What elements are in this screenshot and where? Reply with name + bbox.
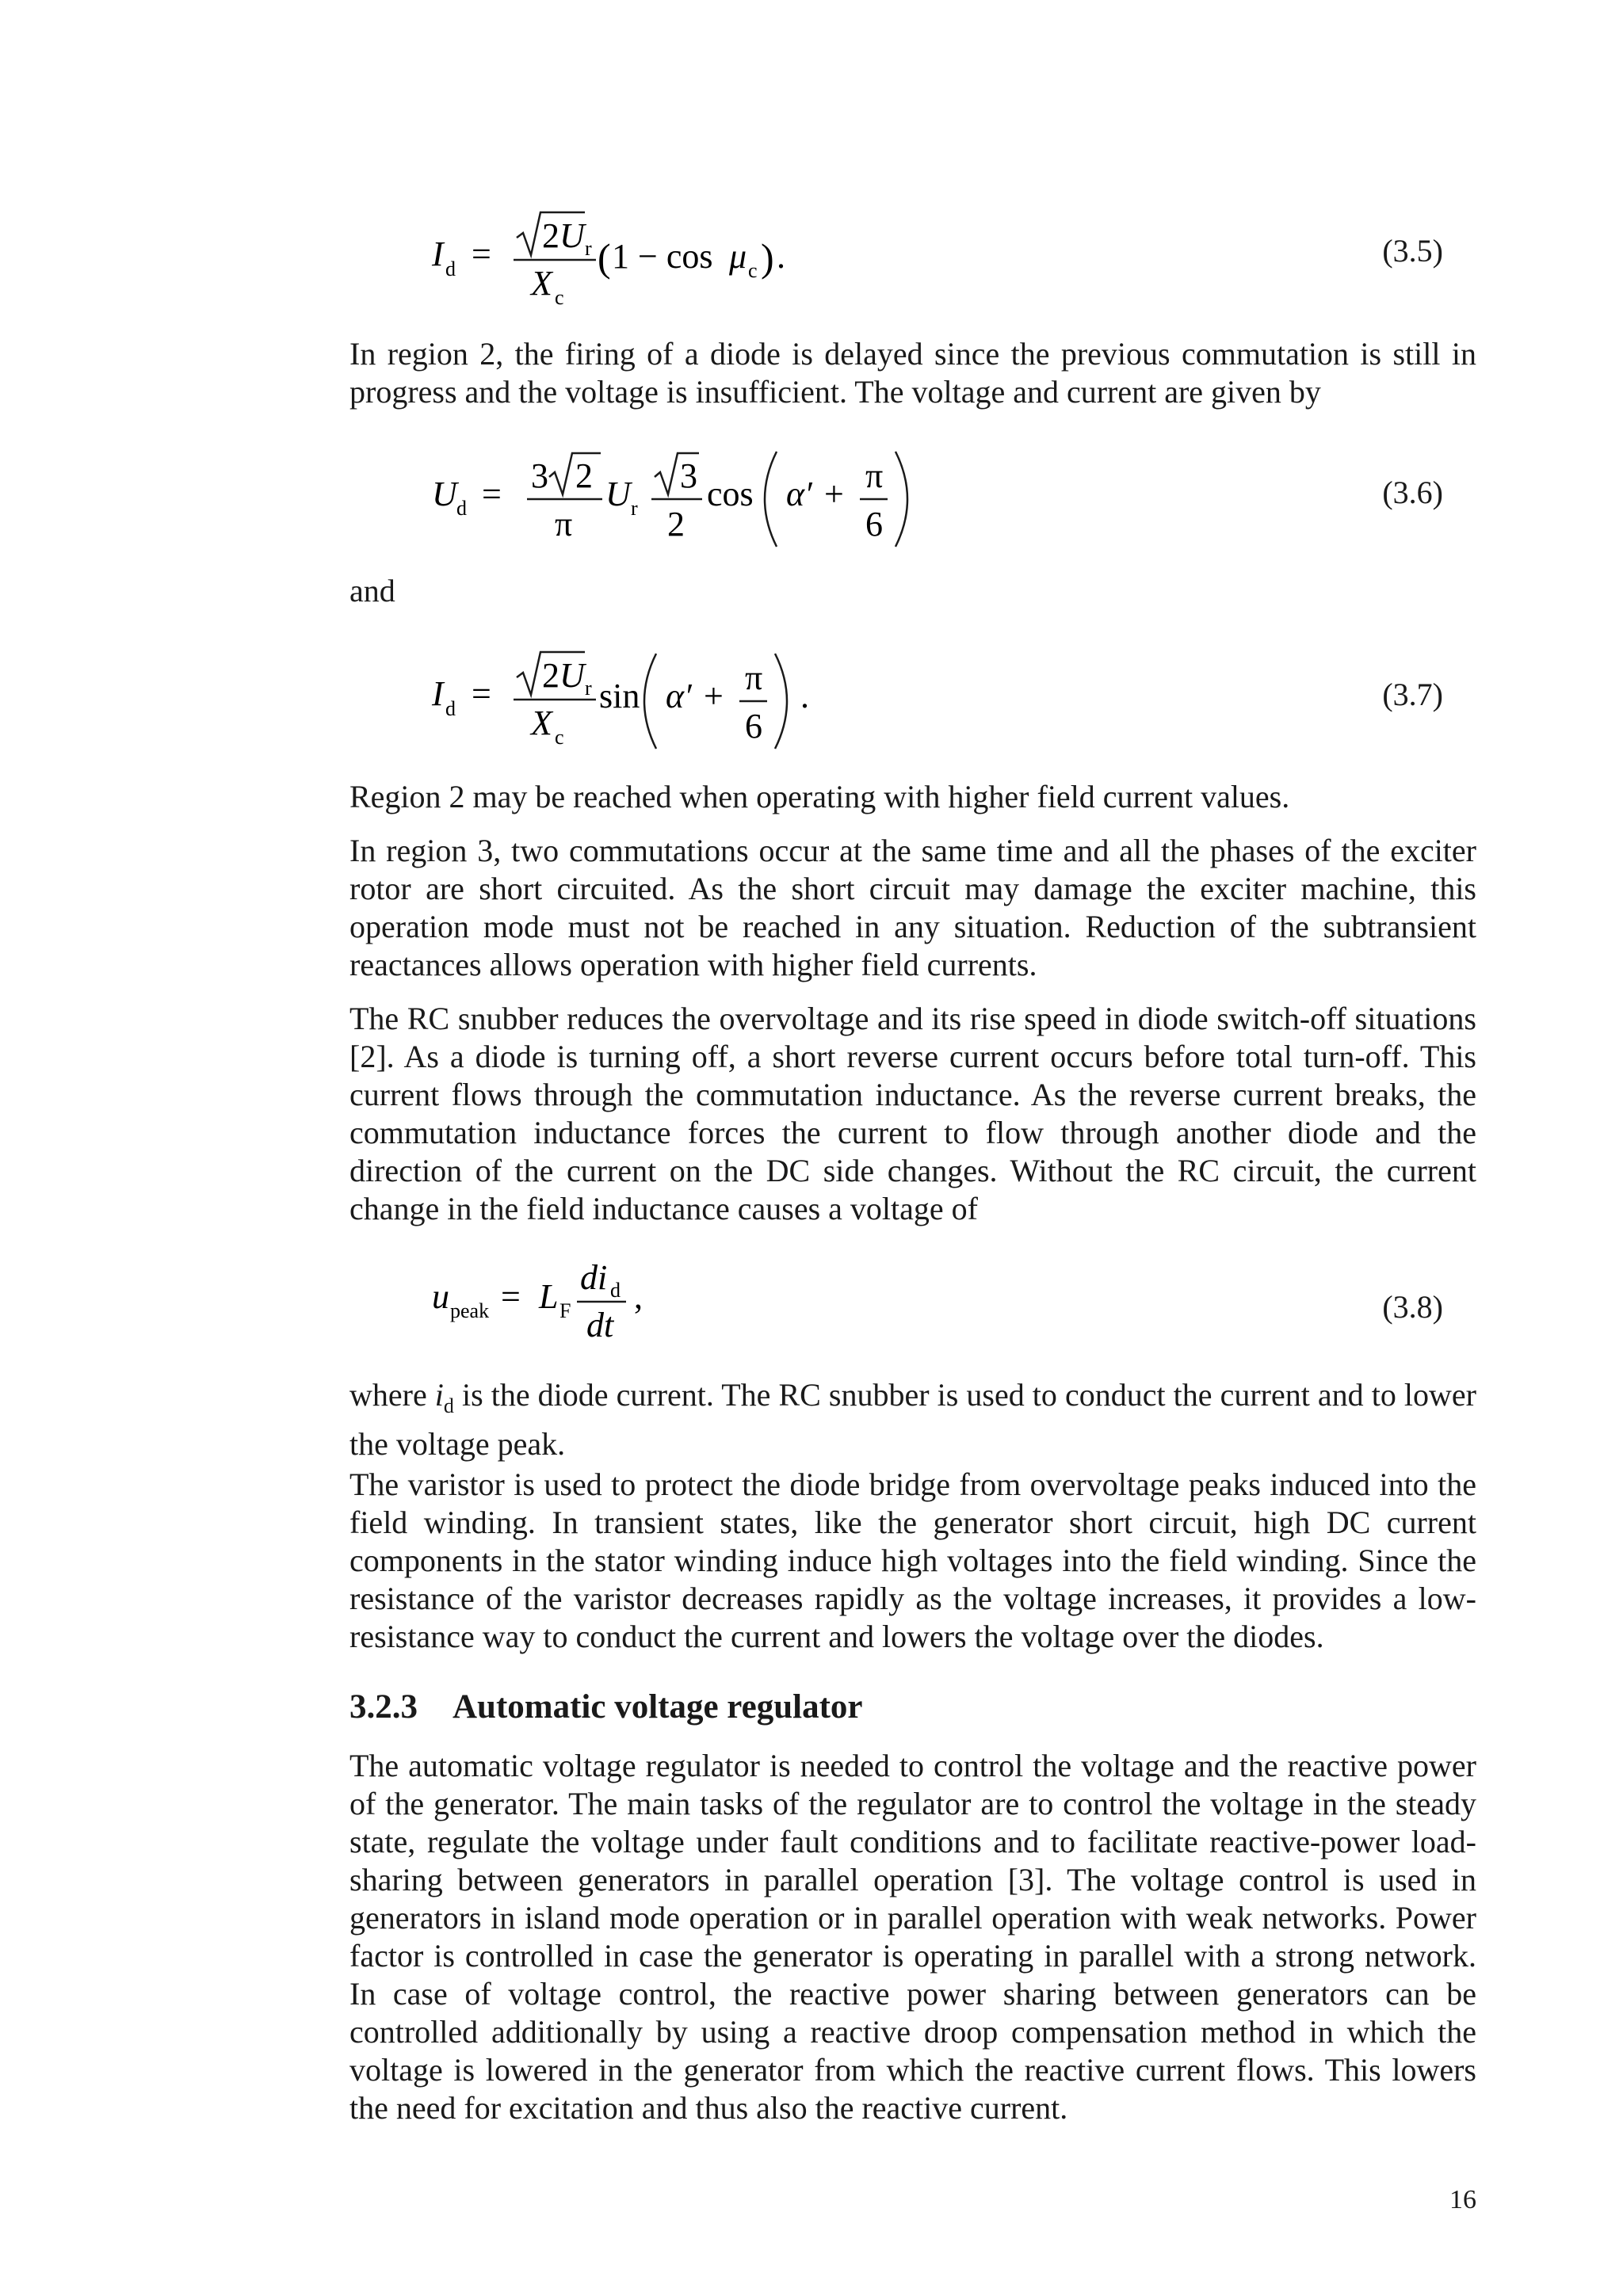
svg-text:α′: α′ <box>666 677 692 715</box>
diode-current-symbol: i <box>434 1377 444 1413</box>
paragraph-region2: In region 2, the firing of a diode is delayed since the previous commutation is still in progress and the voltage is insufficient. The voltage and current are given by <box>349 336 1476 410</box>
svg-text:c: c <box>748 259 758 282</box>
svg-text:c: c <box>555 286 564 309</box>
svg-text:c: c <box>555 726 564 749</box>
svg-text:r: r <box>585 237 592 260</box>
paragraph-region3: In region 3, two commutations occur at the same time and all the phases of the exciter rotor are short circuited. As the short circuit may damage the exciter machine, this operation mode must not be reached in any situation. Reduction of the subtransient reactances allows operation with higher field currents. <box>349 833 1476 982</box>
svg-text:π: π <box>865 456 884 495</box>
svg-text:L: L <box>539 1277 559 1316</box>
svg-text:3: 3 <box>531 456 548 495</box>
svg-text:peak: peak <box>450 1299 490 1322</box>
section-number: 3.2.3 <box>349 1688 418 1726</box>
svg-text:6: 6 <box>745 707 762 746</box>
svg-text:,: , <box>634 1277 643 1316</box>
paragraph-rc-snubber: The RC snubber reduces the overvoltage and its rise speed in diode switch-off situations [2]. As a diode is turning off, a short reverse current occurs before total turn-off. This current flows through the commutation inductance. As the reverse current breaks, the commutation inductance forces the current to flow through another diode and the direction of the current on the DC side changes. Without the RC circuit, the current change in the field inductance causes a voltage of <box>349 1001 1476 1226</box>
equation-3-7-formula <box>412 638 1046 757</box>
equation-number: (3.5) <box>1382 233 1443 269</box>
section-title: Automatic voltage regulator <box>453 1688 863 1726</box>
paragraph-varistor: The varistor is used to protect the diode bridge from overvoltage peaks induced into the field winding. In transient states, like the generator short circuit, high DC current components in the stator winding induce high voltages into the field winding. Since the resistance of the varistor decreases rapidly as the voltage increases, it provides a low-resistance way to conduct the current and lowers the voltage over the diodes. <box>349 1466 1476 1654</box>
svg-text:U: U <box>605 475 631 513</box>
where-text-post: is the diode current. The RC snubber is used to conduct the current and to lower the voltage peak. <box>349 1377 1476 1462</box>
svg-text:π: π <box>745 658 763 697</box>
svg-text:2: 2 <box>667 505 685 543</box>
svg-text:π: π <box>555 505 573 543</box>
equation-3-5-formula <box>412 198 967 317</box>
equation-number: (3.6) <box>1382 475 1443 510</box>
svg-text:6: 6 <box>865 505 883 543</box>
svg-text:I: I <box>432 235 444 273</box>
equation-3-6 <box>412 436 1046 555</box>
equation-3-5 <box>412 198 967 317</box>
svg-text:F: F <box>559 1299 571 1322</box>
svg-text:u: u <box>432 1277 449 1316</box>
paragraph-and: and <box>349 573 395 608</box>
svg-text:d: d <box>445 257 456 280</box>
paragraph-region2-reached: Region 2 may be reached when operating with higher field current values. <box>349 779 1290 814</box>
svg-text:2: 2 <box>575 456 593 495</box>
diode-current-subscript: d <box>443 1394 454 1417</box>
svg-text:=: = <box>482 475 502 513</box>
section-heading <box>349 1688 862 1726</box>
svg-text:U: U <box>559 656 585 695</box>
equation-3-8-formula <box>412 1248 888 1351</box>
svg-text:.: . <box>777 237 785 276</box>
svg-text:d: d <box>445 697 456 720</box>
paragraph-where <box>349 1376 1476 1463</box>
svg-text:.: . <box>800 677 809 715</box>
svg-text:2: 2 <box>542 656 559 695</box>
svg-text:=: = <box>472 674 491 713</box>
equation-3-8 <box>412 1248 888 1367</box>
svg-text:d: d <box>610 1279 621 1302</box>
svg-text:X: X <box>531 264 552 303</box>
where-text-pre: where <box>349 1377 435 1413</box>
svg-text:dt: dt <box>586 1306 614 1344</box>
equation-3-6-formula <box>412 436 1046 555</box>
svg-text:α′: α′ <box>786 475 812 513</box>
svg-text:r: r <box>585 677 592 700</box>
svg-text:cos: cos <box>707 475 754 513</box>
svg-text:+: + <box>824 475 844 513</box>
svg-text:3: 3 <box>680 456 697 495</box>
svg-text:): ) <box>761 235 774 280</box>
equation-number: (3.8) <box>1382 1289 1443 1325</box>
equation-number: (3.7) <box>1382 677 1443 712</box>
svg-text:d: d <box>456 497 467 520</box>
svg-text:di: di <box>580 1258 608 1297</box>
svg-text:sin: sin <box>599 677 640 715</box>
svg-text:U: U <box>432 475 457 513</box>
svg-text:1 − cos: 1 − cos <box>612 237 713 276</box>
svg-text:X: X <box>531 704 552 742</box>
page-number: 16 <box>1449 2185 1476 2214</box>
svg-text:(: ( <box>598 235 611 280</box>
svg-text:+: + <box>704 677 724 715</box>
svg-text:I: I <box>432 674 444 713</box>
svg-text:μ: μ <box>729 237 747 276</box>
svg-text:U: U <box>559 216 585 255</box>
svg-text:=: = <box>472 235 491 273</box>
paragraph-avr: The automatic voltage regulator is needed to control the voltage and the reactive power of the generator. The main tasks of the regulator are to control the voltage in the steady state, regulate the voltage under fault conditions and to facilitate reactive-power load-sharing between generators in parallel operation [3]. The voltage control is used in generators in island mode operation or in parallel operation with weak networks. Power factor is controlled in case the generator is operating in parallel with a strong network. In case of voltage control, the reactive power sharing between generators can be controlled additionally by using a reactive droop compensation method in which the voltage is lowered in the generator from which the reactive current flows. This lowers the need for excitation and thus also the reactive current. <box>349 1748 1476 2126</box>
svg-text:=: = <box>501 1277 521 1316</box>
equation-3-7 <box>412 638 1046 757</box>
svg-text:2: 2 <box>542 216 559 255</box>
svg-text:r: r <box>631 497 638 520</box>
